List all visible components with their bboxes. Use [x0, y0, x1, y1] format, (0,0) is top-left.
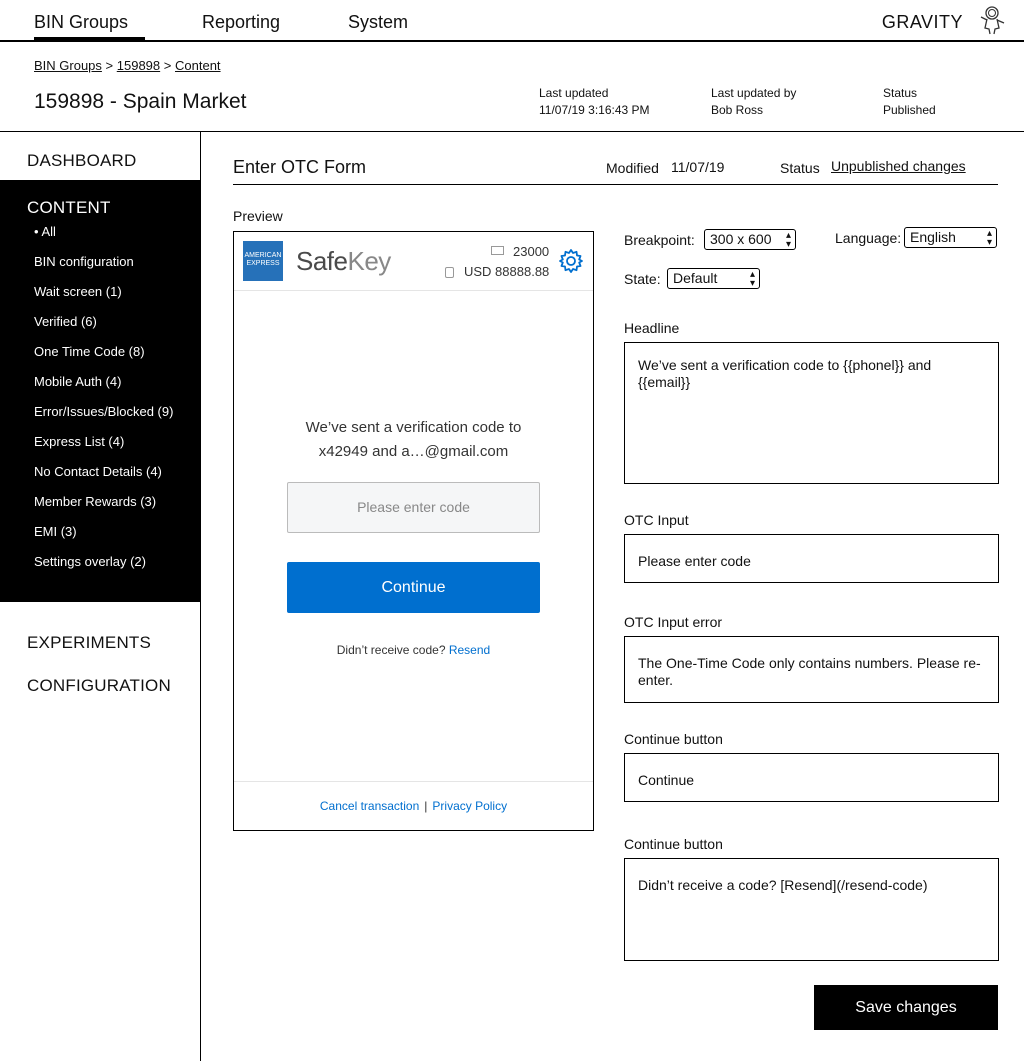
sidebar-item-mobile-auth[interactable]: Mobile Auth (4)	[34, 374, 122, 389]
preview-continue-button[interactable]: Continue	[287, 562, 540, 613]
form-title: Enter OTC Form	[233, 157, 367, 177]
transaction-amount: USD 88888.88	[464, 264, 550, 279]
preview-footer-divider	[234, 781, 593, 782]
state-value: Default	[673, 270, 718, 286]
sidebar-item-verified[interactable]: Verified (6)	[34, 314, 97, 329]
tab-bin-groups[interactable]: BIN Groups	[34, 12, 145, 41]
form-status-link[interactable]: Unpublished changes	[831, 158, 966, 174]
lock-icon	[445, 267, 454, 278]
sidebar	[0, 132, 201, 1061]
breadcrumb-bin-groups[interactable]: BIN Groups	[34, 58, 102, 73]
breadcrumb-sep: >	[105, 58, 117, 73]
headline-label: Headline	[624, 320, 680, 336]
sidebar-item-member-rewards[interactable]: Member Rewards (3)	[34, 494, 157, 509]
sidebar-content-section	[0, 180, 200, 602]
preview-header	[234, 232, 593, 291]
preview-label: Preview	[233, 208, 283, 224]
status-value: Published	[883, 103, 936, 117]
preview-frame	[233, 231, 594, 831]
language-select[interactable]	[904, 227, 997, 248]
brand-name: GRAVITY	[881, 12, 963, 32]
last-updated-value: 11/07/19 3:16:43 PM	[539, 103, 650, 117]
preview-footer-links	[234, 799, 593, 813]
card-amount: 23000	[513, 244, 550, 259]
select-arrows-icon: ▴ ▾	[986, 228, 992, 248]
last-updated-label: Last updated	[539, 86, 609, 100]
safekey-logo	[296, 246, 391, 277]
sidebar-dashboard[interactable]: DASHBOARD	[27, 151, 137, 170]
amex-logo: AMERICAN EXPRESS	[243, 241, 283, 281]
breakpoint-select[interactable]	[704, 229, 796, 250]
page-title: 159898 - Spain Market	[34, 90, 247, 113]
sidebar-item-one-time-code[interactable]: One Time Code (8)	[34, 344, 145, 359]
last-updated-by	[711, 85, 796, 119]
otc-input-label: OTC Input	[624, 512, 689, 528]
state-select[interactable]	[667, 268, 760, 289]
sidebar-item-express-list[interactable]: Express List (4)	[34, 434, 125, 449]
safekey-safe: Safe	[296, 246, 348, 276]
preview-resend-link[interactable]: Resend	[448, 643, 491, 657]
sidebar-item-no-contact[interactable]: No Contact Details (4)	[34, 464, 162, 479]
resend-field-label: Continue button	[624, 836, 723, 852]
select-arrows-icon: ▴ ▾	[785, 230, 791, 250]
breakpoint-value: 300 x 600	[710, 231, 772, 247]
status-label: Status	[883, 86, 918, 100]
breadcrumb-159898[interactable]: 159898	[116, 58, 161, 73]
sidebar-item-error-issues[interactable]: Error/Issues/Blocked (9)	[34, 404, 174, 419]
sidebar-item-emi[interactable]: EMI (3)	[34, 524, 77, 539]
sidebar-configuration[interactable]: CONFIGURATION	[27, 676, 171, 695]
sidebar-experiments[interactable]: EXPERIMENTS	[27, 633, 152, 652]
breadcrumb	[34, 58, 221, 73]
footer-separator: |	[424, 799, 428, 813]
otc-error-field[interactable]: The One-Time Code only contains numbers. Please re-enter.	[624, 636, 999, 703]
sidebar-item-settings-overlay[interactable]: Settings overlay (2)	[34, 554, 146, 569]
headline-field[interactable]: We’ve sent a verification code to {{phonel}} and {{email}}	[624, 342, 999, 484]
preview-code-input[interactable]: Please enter code	[287, 482, 540, 533]
resend-field[interactable]: Didn’t receive a code? [Resend](/resend-code)	[624, 858, 999, 961]
preview-message-line1: We’ve sent a verification code to	[305, 419, 522, 436]
continue-button-label: Continue button	[624, 731, 723, 747]
publish-status	[883, 85, 936, 119]
sidebar-content[interactable]: CONTENT	[27, 198, 111, 217]
language-value: English	[910, 229, 956, 245]
form-status-label: Status	[780, 160, 820, 176]
card-icon	[491, 246, 504, 255]
gear-icon[interactable]	[558, 248, 584, 274]
cancel-transaction-link[interactable]: Cancel transaction	[319, 799, 420, 813]
form-divider	[233, 184, 998, 185]
preview-message	[234, 416, 593, 464]
select-arrows-icon: ▴ ▾	[749, 269, 755, 289]
last-updated-by-label: Last updated by	[711, 86, 797, 100]
top-nav	[0, 0, 1024, 42]
otc-input-field[interactable]: Please enter code	[624, 534, 999, 583]
preview-resend-line	[234, 643, 593, 657]
preview-message-line2: x42949 and a…@gmail.com	[318, 443, 509, 460]
sidebar-item-all[interactable]: • All	[34, 224, 56, 239]
breadcrumb-content[interactable]: Content	[175, 58, 221, 73]
modified-value: 11/07/19	[671, 159, 725, 175]
sidebar-item-wait-screen[interactable]: Wait screen (1)	[34, 284, 122, 299]
continue-button-field[interactable]: Continue	[624, 753, 999, 802]
last-updated	[539, 85, 650, 119]
modified-label: Modified	[606, 160, 659, 176]
save-button[interactable]: Save changes	[814, 985, 998, 1030]
tab-system[interactable]: System	[348, 12, 409, 32]
astronaut-logo-icon	[976, 4, 1008, 36]
last-updated-by-value: Bob Ross	[711, 103, 764, 117]
language-label: Language:	[835, 230, 902, 246]
privacy-policy-link[interactable]: Privacy Policy	[432, 799, 508, 813]
sidebar-item-bin-configuration[interactable]: BIN configuration	[34, 254, 134, 269]
state-label: State:	[624, 271, 661, 287]
preview-didnt-receive: Didn’t receive code?	[336, 643, 446, 657]
safekey-key: Key	[347, 246, 391, 276]
tab-reporting[interactable]: Reporting	[202, 12, 281, 32]
otc-error-label: OTC Input error	[624, 614, 723, 630]
breadcrumb-sep: >	[163, 58, 175, 73]
breakpoint-label: Breakpoint:	[624, 232, 695, 248]
